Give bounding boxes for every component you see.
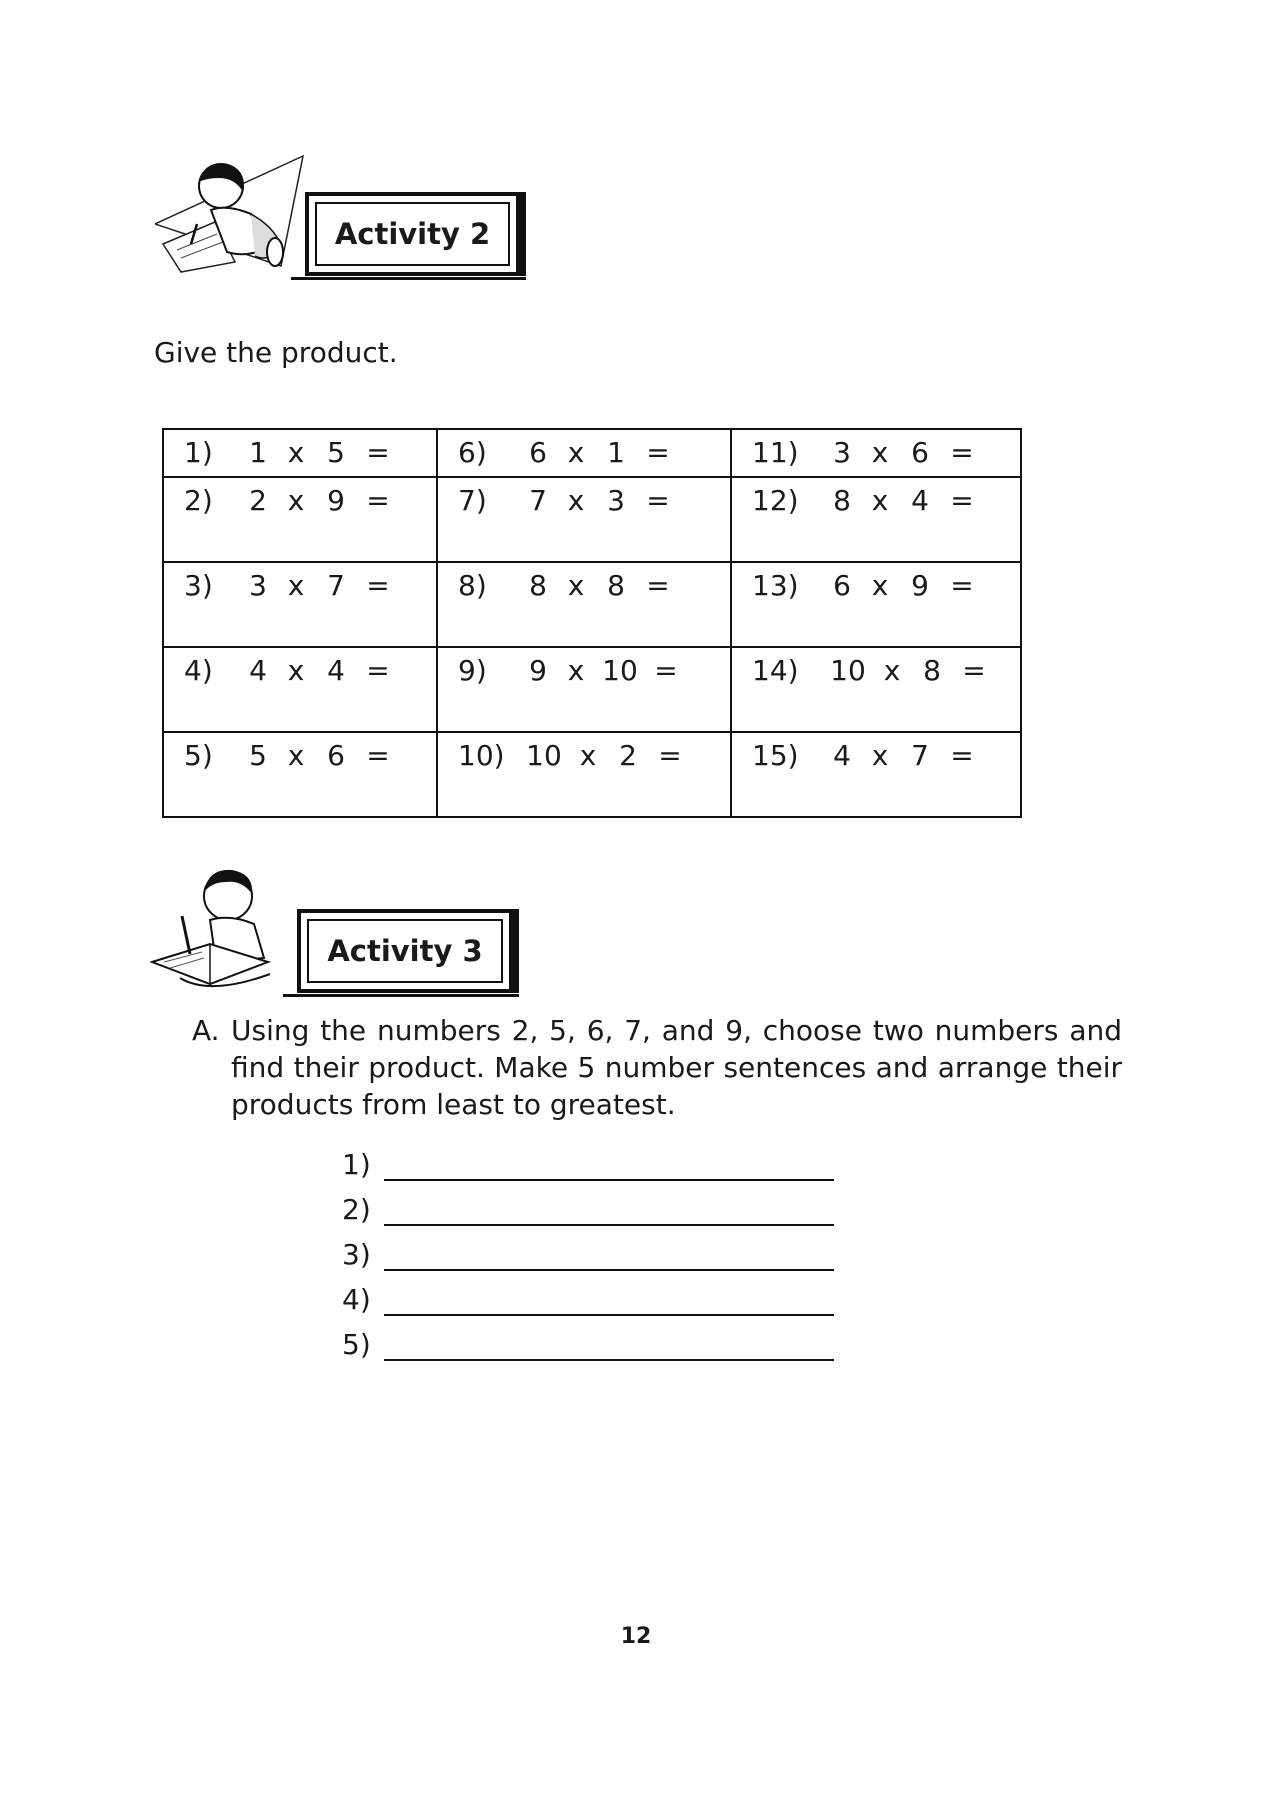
first-factor: 10: [830, 653, 866, 687]
answer-number: 1): [342, 1148, 371, 1181]
answer-number: 3): [342, 1238, 371, 1271]
times-sign: x: [567, 653, 585, 687]
activity-3-title: Activity 3: [327, 934, 483, 968]
activity-3-part-a: [192, 1012, 1122, 1123]
table-row: [163, 429, 1021, 477]
second-factor: 1: [607, 435, 625, 469]
equals-sign: =: [950, 435, 974, 469]
first-factor: 4: [833, 738, 851, 772]
first-factor: 1: [249, 435, 267, 469]
equals-sign: =: [366, 738, 390, 772]
second-factor: 2: [619, 738, 637, 772]
problem-cell: [163, 477, 437, 562]
equals-sign: =: [366, 653, 390, 687]
answer-blank[interactable]: [384, 1239, 834, 1271]
problem-cell: [731, 647, 1021, 732]
second-factor: 6: [911, 435, 929, 469]
multiplication-table: [162, 428, 1022, 818]
first-factor: 3: [833, 435, 851, 469]
problem: [164, 480, 436, 520]
answer-row: [342, 1136, 834, 1181]
times-sign: x: [579, 738, 597, 772]
times-sign: x: [567, 568, 585, 602]
problem-cell: [163, 429, 437, 477]
times-sign: x: [883, 653, 901, 687]
table-row: [163, 647, 1021, 732]
first-factor: 7: [529, 483, 547, 517]
page-number: 12: [620, 1624, 652, 1649]
problem-number: 10): [458, 738, 505, 772]
problem-number: 8): [458, 568, 487, 602]
first-factor: 2: [249, 483, 267, 517]
problem-number: 4): [184, 653, 213, 687]
times-sign: x: [567, 483, 585, 517]
part-a-instruction: Using the numbers 2, 5, 6, 7, and 9, choose two numbers and find their product. Make 5 number sentences and arrange their products from least to greatest.: [231, 1014, 1122, 1121]
problem-number: 2): [184, 483, 213, 517]
problem-number: 6): [458, 435, 487, 469]
times-sign: x: [287, 435, 305, 469]
problem: [438, 650, 730, 690]
problem-cell: [437, 732, 731, 817]
answer-row: [342, 1271, 834, 1316]
answer-blank[interactable]: [384, 1329, 834, 1361]
second-factor: 4: [911, 483, 929, 517]
first-factor: 10: [526, 738, 562, 772]
first-factor: 6: [833, 568, 851, 602]
equals-sign: =: [646, 483, 670, 517]
answer-blank[interactable]: [384, 1284, 834, 1316]
second-factor: 4: [327, 653, 345, 687]
activity-3-header: [150, 858, 530, 998]
problem-number: 14): [752, 653, 799, 687]
problem: [164, 432, 436, 472]
first-factor: 4: [249, 653, 267, 687]
problem: [438, 480, 730, 520]
problem: [164, 650, 436, 690]
boy-writing-illustration: [150, 858, 310, 998]
answer-row: [342, 1316, 834, 1361]
equals-sign: =: [366, 435, 390, 469]
second-factor: 5: [327, 435, 345, 469]
activity-3-banner: [297, 909, 519, 993]
problem-cell: [731, 562, 1021, 647]
times-sign: x: [287, 483, 305, 517]
equals-sign: =: [654, 653, 678, 687]
answer-blank[interactable]: [384, 1194, 834, 1226]
problem: [732, 650, 1020, 690]
problem: [164, 735, 436, 775]
times-sign: x: [871, 738, 889, 772]
problem-number: 1): [184, 435, 213, 469]
second-factor: 8: [923, 653, 941, 687]
times-sign: x: [287, 738, 305, 772]
answer-number: 5): [342, 1328, 371, 1361]
table-row: [163, 562, 1021, 647]
girl-writing-illustration: [155, 152, 315, 282]
problem-number: 13): [752, 568, 799, 602]
problem: [732, 565, 1020, 605]
second-factor: 6: [327, 738, 345, 772]
problem: [164, 565, 436, 605]
activity-2-instruction: Give the product.: [154, 336, 398, 369]
answer-row: [342, 1226, 834, 1271]
first-factor: 8: [833, 483, 851, 517]
problem-cell: [731, 429, 1021, 477]
second-factor: 8: [607, 568, 625, 602]
problem: [438, 565, 730, 605]
equals-sign: =: [646, 435, 670, 469]
times-sign: x: [871, 483, 889, 517]
equals-sign: =: [646, 568, 670, 602]
answer-blank[interactable]: [384, 1149, 834, 1181]
times-sign: x: [287, 653, 305, 687]
problem-cell: [437, 647, 731, 732]
problem-cell: [163, 732, 437, 817]
table-row: [163, 477, 1021, 562]
first-factor: 8: [529, 568, 547, 602]
answer-number: 4): [342, 1283, 371, 1316]
times-sign: x: [871, 435, 889, 469]
equals-sign: =: [658, 738, 682, 772]
first-factor: 6: [529, 435, 547, 469]
equals-sign: =: [950, 483, 974, 517]
problem-number: 5): [184, 738, 213, 772]
equals-sign: =: [366, 568, 390, 602]
problem-number: 12): [752, 483, 799, 517]
second-factor: 7: [327, 568, 345, 602]
second-factor: 3: [607, 483, 625, 517]
second-factor: 10: [602, 653, 638, 687]
problem-cell: [163, 562, 437, 647]
problem-cell: [437, 477, 731, 562]
times-sign: x: [567, 435, 585, 469]
problem-number: 15): [752, 738, 799, 772]
equals-sign: =: [962, 653, 986, 687]
times-sign: x: [871, 568, 889, 602]
first-factor: 5: [249, 738, 267, 772]
problem-number: 11): [752, 435, 799, 469]
problem: [732, 480, 1020, 520]
first-factor: 9: [529, 653, 547, 687]
problem-cell: [437, 429, 731, 477]
problem-cell: [731, 477, 1021, 562]
equals-sign: =: [366, 483, 390, 517]
problem-number: 3): [184, 568, 213, 602]
problem-number: 7): [458, 483, 487, 517]
answer-row: [342, 1181, 834, 1226]
second-factor: 9: [911, 568, 929, 602]
problem: [438, 735, 730, 775]
second-factor: 7: [911, 738, 929, 772]
activity-2-header: [155, 152, 535, 282]
equals-sign: =: [950, 568, 974, 602]
problem: [732, 432, 1020, 472]
activity-2-title: Activity 2: [334, 217, 491, 251]
activity-2-banner: [305, 192, 526, 276]
second-factor: 9: [327, 483, 345, 517]
times-sign: x: [287, 568, 305, 602]
part-a-label: A.: [192, 1014, 220, 1047]
equals-sign: =: [950, 738, 974, 772]
problem: [732, 735, 1020, 775]
problem-number: 9): [458, 653, 487, 687]
problem: [438, 432, 730, 472]
answer-lines: [342, 1136, 834, 1361]
problem-cell: [163, 647, 437, 732]
problem-cell: [437, 562, 731, 647]
answer-number: 2): [342, 1193, 371, 1226]
table-row: [163, 732, 1021, 817]
first-factor: 3: [249, 568, 267, 602]
problem-cell: [731, 732, 1021, 817]
